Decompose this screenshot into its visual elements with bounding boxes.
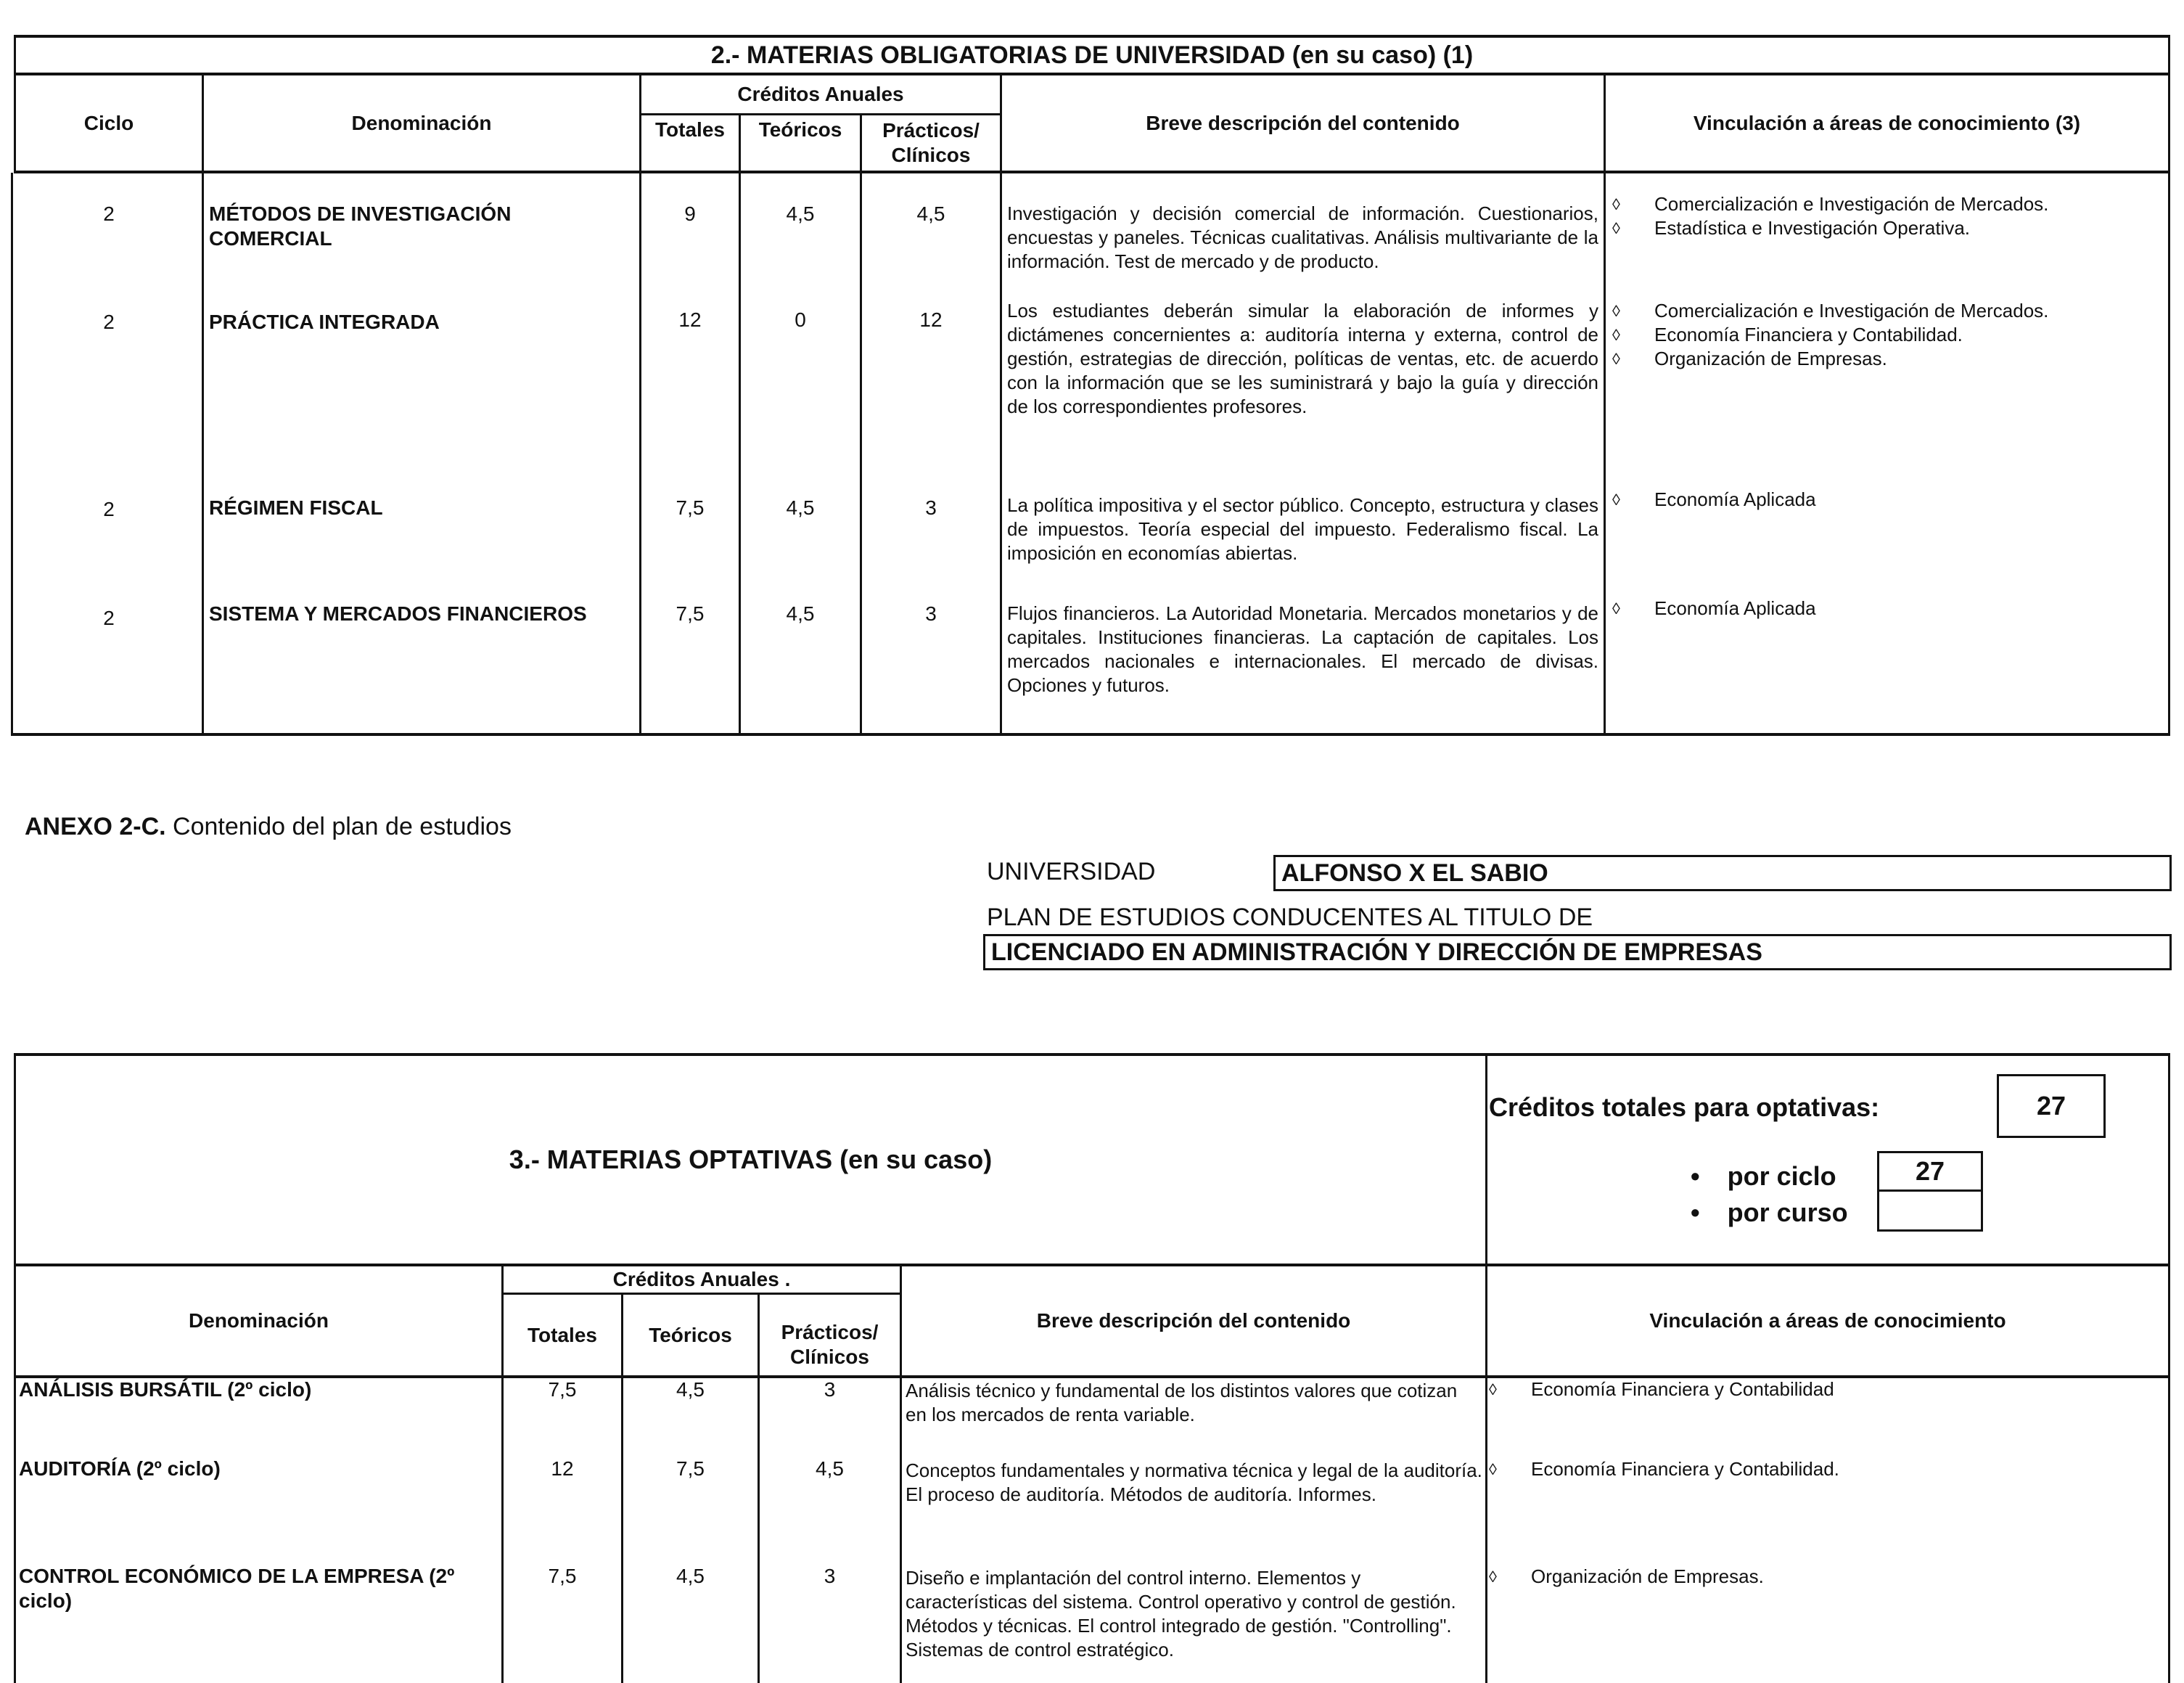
cell-ciclo: 2 [103,311,115,333]
area-item [1489,1377,2164,1401]
cell-descripcion: La política impositiva y el sector público. Concepto, estructura y clases de impuestos. Teoría especial del impuesto. Federalismo fiscal. La imposición en economías abiertas. [1007,494,1598,564]
annex-code: ANEXO 2-C. [25,813,166,840]
diamond-bullet-icon: ◊ [1612,302,1620,320]
table-border-right [2168,1053,2170,1683]
cell-teoricos: 0 [795,308,806,331]
cell-totales: 12 [678,308,702,331]
por-curso-label: por curso [1727,1197,1848,1227]
creditos-totales-label: Créditos totales para optativas: [1489,1092,1880,1122]
creditos-totales-value: 27 [1997,1074,2106,1138]
col-divider [1000,74,1002,734]
cell-teoricos: 7,5 [676,1457,705,1480]
col-divider [1604,74,1606,734]
header-denominacion: Denominación [351,111,492,134]
cell-totales: 12 [551,1457,574,1480]
area-label: Economía Financiera y Contabilidad [1531,1378,1834,1400]
por-curso-value [1877,1189,1983,1232]
header-teoricos: Teóricos [649,1323,732,1346]
por-ciclo-value: 27 [1877,1151,1983,1192]
header-vinculacion: Vinculación a áreas de conocimiento [1649,1309,2006,1332]
diamond-bullet-icon: ◊ [1612,599,1620,618]
header-practicos: Prácticos/ Clínicos [882,119,980,166]
cell-teoricos: 4,5 [786,602,815,625]
cell-descripcion: Flujos financieros. La Autoridad Monetaria. Mercados monetarios y de capitales. Instituciones financieras. La captación de capitales. Los mercados nacionales e internacionales. El mercado de divisas. Opciones y futuros. [1007,602,1598,696]
cell-totales: 7,5 [548,1565,577,1587]
area-label: Economía Financiera y Contabilidad. [1531,1458,1839,1480]
area-label: Estadística e Investigación Operativa. [1654,217,1971,239]
cell-descripcion: Investigación y decisión comercial de información. Cuestionarios, encuestas y paneles. Técnicas cualitativas. Análisis multivariante de la información. Test de mercado y de producto. [1007,202,1598,272]
cell-teoricos: 4,5 [786,202,815,225]
cell-denominacion: ANÁLISIS BURSÁTIL (2º ciclo) [19,1378,312,1401]
cell-areas [1489,1377,2164,1401]
cell-totales: 7,5 [676,496,705,519]
por-ciclo-label: por ciclo [1727,1161,1836,1191]
diamond-bullet-icon: ◊ [1489,1380,1497,1399]
cell-descripcion: Análisis técnico y fundamental de los distintos valores que cotizan en los mercados de renta variable. [906,1380,1458,1425]
area-label: Comercialización e Investigación de Mercados. [1654,300,2049,322]
area-item [1612,597,2164,621]
cell-denominacion: PRÁCTICA INTEGRADA [209,311,440,333]
area-label: Organización de Empresas. [1654,348,1887,369]
diamond-bullet-icon: ◊ [1612,491,1620,509]
area-label: Economía Financiera y Contabilidad. [1654,324,1963,345]
area-item [1612,488,2164,512]
cell-denominacion: RÉGIMEN FISCAL [209,496,383,519]
header-creditos-anuales: Créditos Anuales [737,83,904,105]
cell-practicos: 3 [824,1565,836,1587]
cell-denominacion: CONTROL ECONÓMICO DE LA EMPRESA (2º ciclo) [19,1565,455,1612]
header-practicos: Prácticos/ Clínicos [781,1320,879,1368]
section-title: 2.- MATERIAS OBLIGATORIAS DE UNIVERSIDAD (en su caso) (1) [710,41,1474,69]
header-denominacion: Denominación [189,1309,329,1332]
cell-areas [1612,597,2164,621]
universidad-field: ALFONSO X EL SABIO [1273,855,2172,891]
por-curso-row [1691,1197,1848,1228]
table-border-bottom [11,733,2170,736]
diamond-bullet-icon: ◊ [1612,326,1620,344]
header-teoricos: Teóricos [758,118,842,141]
cell-ciclo: 2 [103,498,115,520]
cell-denominacion: MÉTODOS DE INVESTIGACIÓN COMERCIAL [209,202,512,250]
por-ciclo-row [1691,1161,1836,1192]
area-label: Organización de Empresas. [1531,1565,1764,1587]
cell-teoricos: 4,5 [676,1378,705,1401]
header-totales: Totales [527,1323,597,1346]
section-title: 3.- MATERIAS OPTATIVAS (en su caso) [509,1144,993,1174]
bullet-icon: • [1691,1197,1700,1227]
cell-ciclo: 2 [103,202,115,225]
cell-areas [1489,1457,2164,1481]
universidad-label: UNIVERSIDAD [987,858,1156,885]
area-label: Economía Aplicada [1654,597,1816,619]
cell-descripcion: Los estudiantes deberán simular la elaboración de informes y dictámenes concernientes a: auditoría interna y externa, control de gestión, estrategias de dirección, políticas de ventas, etc. de acuerdo con la información que se les suministrará y bajo la guía y dirección de los correspondientes profesores. [1007,300,1598,417]
cell-teoricos: 4,5 [676,1565,705,1587]
cell-ciclo: 2 [103,607,115,629]
table-border-left-body [11,173,13,736]
cell-denominacion: AUDITORÍA (2º ciclo) [19,1457,221,1480]
annex-label [25,813,512,841]
diamond-bullet-icon: ◊ [1612,350,1620,368]
area-label: Comercialización e Investigación de Mercados. [1654,193,2049,215]
cell-teoricos: 4,5 [786,496,815,519]
cell-practicos: 4,5 [816,1457,844,1480]
cell-totales: 7,5 [548,1378,577,1401]
header-vinculacion: Vinculación a áreas de conocimiento (3) [1693,111,2081,134]
cell-denominacion: SISTEMA Y MERCADOS FINANCIEROS [209,602,587,625]
diamond-bullet-icon: ◊ [1489,1460,1497,1478]
plan-field: LICENCIADO EN ADMINISTRACIÓN Y DIRECCIÓN DE EMPRESAS [983,934,2172,970]
cell-areas [1489,1565,2164,1589]
cell-practicos: 3 [925,602,937,625]
cell-descripcion: Diseño e implantación del control interno. Elementos y características del sistema. Control operativo y control de gestión. Métodos y técnicas. El control integrado de gestión. "Controlling". Sistemas de control estratégico. [906,1567,1456,1661]
header-creditos-anuales: Créditos Anuales . [612,1268,791,1290]
cell-areas [1612,192,2164,240]
diamond-bullet-icon: ◊ [1612,219,1620,237]
header-ciclo: Ciclo [83,111,134,134]
area-item [1612,323,2164,347]
cell-practicos: 12 [919,308,943,331]
area-item [1612,347,2164,371]
bullet-icon: • [1691,1161,1700,1191]
cell-practicos: 4,5 [916,202,945,225]
cell-descripcion: Conceptos fundamentales y normativa técnica y legal de la auditoría. El proceso de auditoría. Métodos de auditoría. Informes. [906,1459,1482,1505]
cell-totales: 9 [684,202,696,225]
header-totales: Totales [655,118,725,141]
area-item [1612,216,2164,240]
header-divider [14,171,2170,173]
col-divider [639,74,641,734]
cell-practicos: 3 [824,1378,836,1401]
area-item [1489,1457,2164,1481]
header-descripcion: Breve descripción del contenido [1146,111,1460,134]
diamond-bullet-icon: ◊ [1489,1568,1497,1586]
table-border-right [2168,35,2170,736]
header-descripcion: Breve descripción del contenido [1036,1309,1351,1332]
plan-label: PLAN DE ESTUDIOS CONDUCENTES AL TITULO DE [987,904,1593,931]
area-item [1612,192,2164,216]
cell-areas [1612,299,2164,371]
diamond-bullet-icon: ◊ [1612,195,1620,213]
area-item [1489,1565,2164,1589]
annex-description: Contenido del plan de estudios [165,813,512,840]
cell-totales: 7,5 [676,602,705,625]
area-item [1612,299,2164,323]
area-label: Economía Aplicada [1654,488,1816,510]
cell-areas [1612,488,2164,512]
col-divider [202,74,204,734]
cell-practicos: 3 [925,496,937,519]
